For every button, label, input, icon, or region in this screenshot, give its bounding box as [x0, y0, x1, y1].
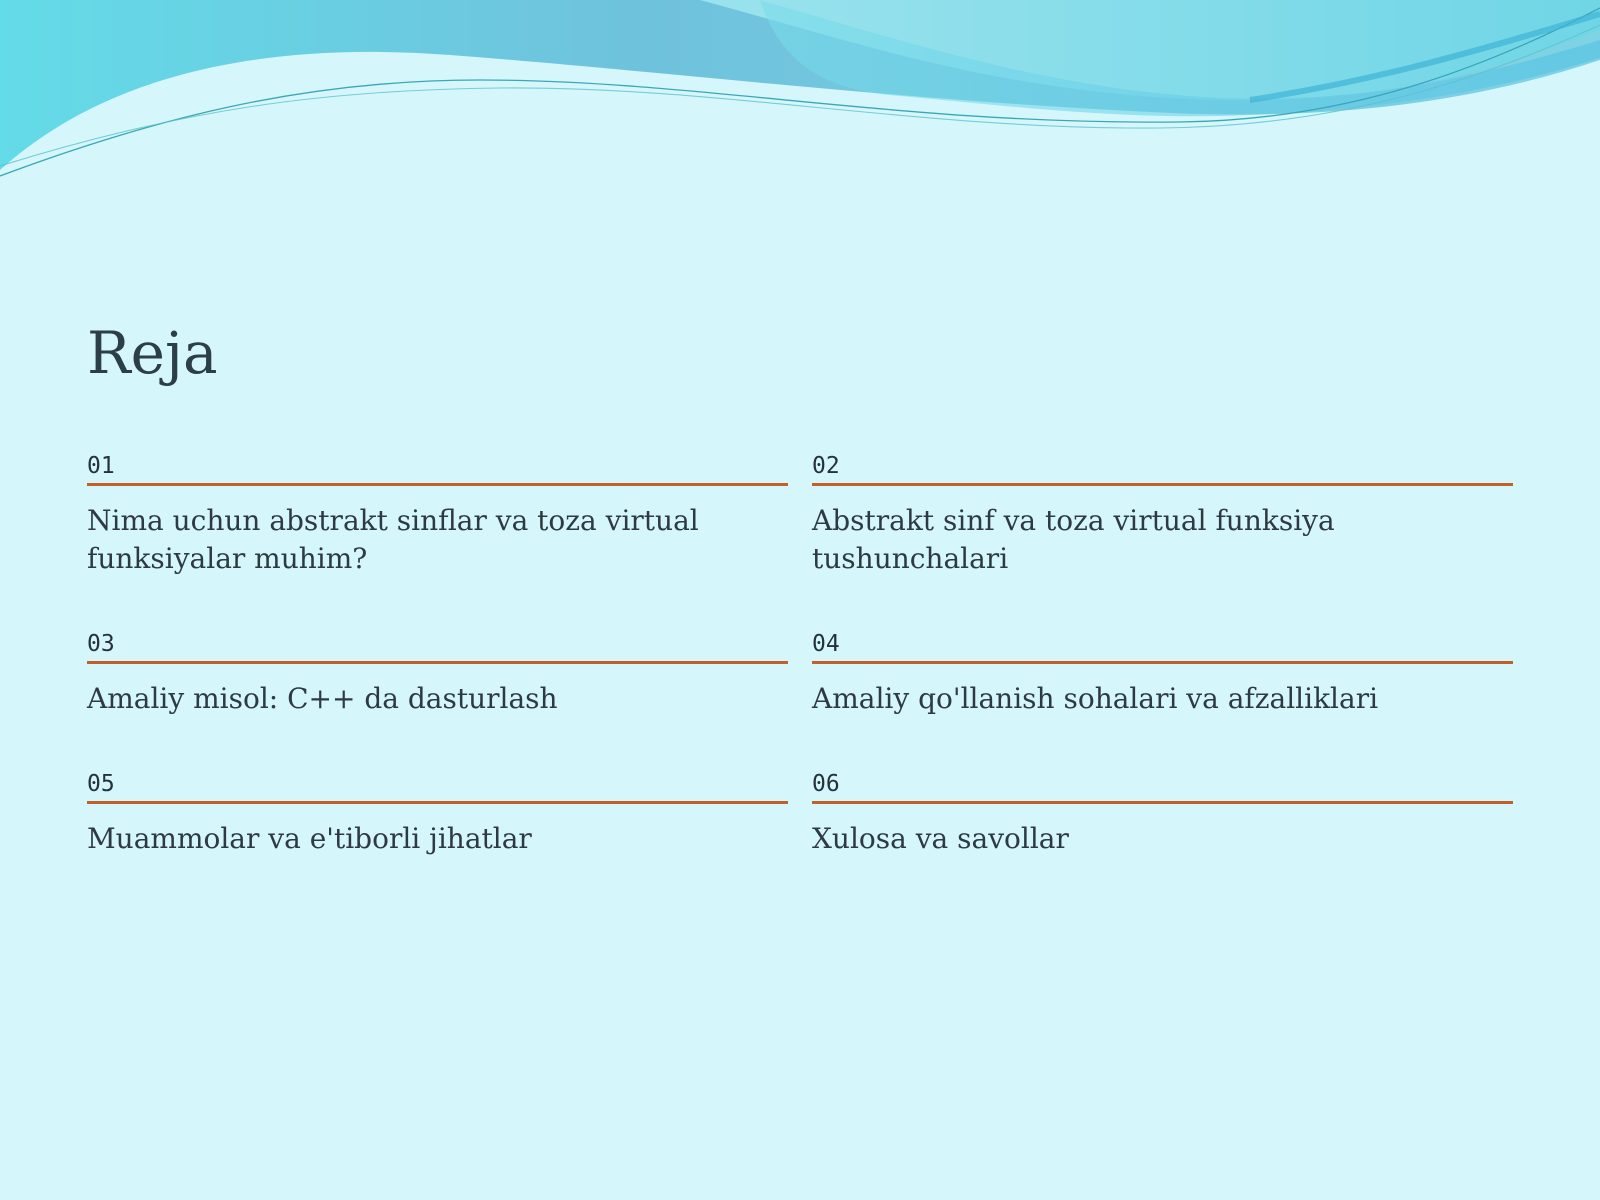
agenda-row	[87, 452, 1513, 630]
agenda-item-03	[87, 630, 788, 770]
agenda-item-number: 03	[87, 631, 115, 657]
agenda-item-number: 01	[87, 453, 115, 479]
agenda-item-number: 06	[812, 771, 840, 797]
agenda-item-text: Amaliy misol: C++ da dasturlash	[87, 682, 558, 715]
agenda-item-number: 02	[812, 453, 840, 479]
agenda-item-text: Abstrakt sinf va toza virtual funksiya tushunchalari	[812, 504, 1335, 575]
agenda-row	[87, 630, 1513, 770]
agenda-item-text: Muammolar va e'tiborli jihatlar	[87, 822, 532, 855]
agenda-row	[87, 770, 1513, 890]
agenda-item-05	[87, 770, 788, 890]
agenda-item-number: 05	[87, 771, 115, 797]
agenda-item-04	[812, 630, 1513, 770]
agenda-item-01	[87, 452, 788, 630]
agenda-item-divider	[812, 801, 1513, 804]
agenda-item-divider	[812, 483, 1513, 486]
agenda-item-divider	[812, 661, 1513, 664]
agenda-grid	[87, 452, 1513, 890]
agenda-item-divider	[87, 661, 788, 664]
agenda-item-02	[812, 452, 1513, 630]
agenda-item-divider	[87, 483, 788, 486]
agenda-item-divider	[87, 801, 788, 804]
agenda-item-text: Xulosa va savollar	[812, 822, 1069, 855]
agenda-item-06	[812, 770, 1513, 890]
agenda-item-text: Nima uchun abstrakt sinflar va toza virtual funksiyalar muhim?	[87, 504, 699, 575]
slide-title: Reja	[87, 319, 218, 387]
agenda-item-number: 04	[812, 631, 840, 657]
agenda-item-text: Amaliy qo'llanish sohalari va afzalliklari	[812, 682, 1379, 715]
header-wave-decoration	[0, 0, 1600, 190]
